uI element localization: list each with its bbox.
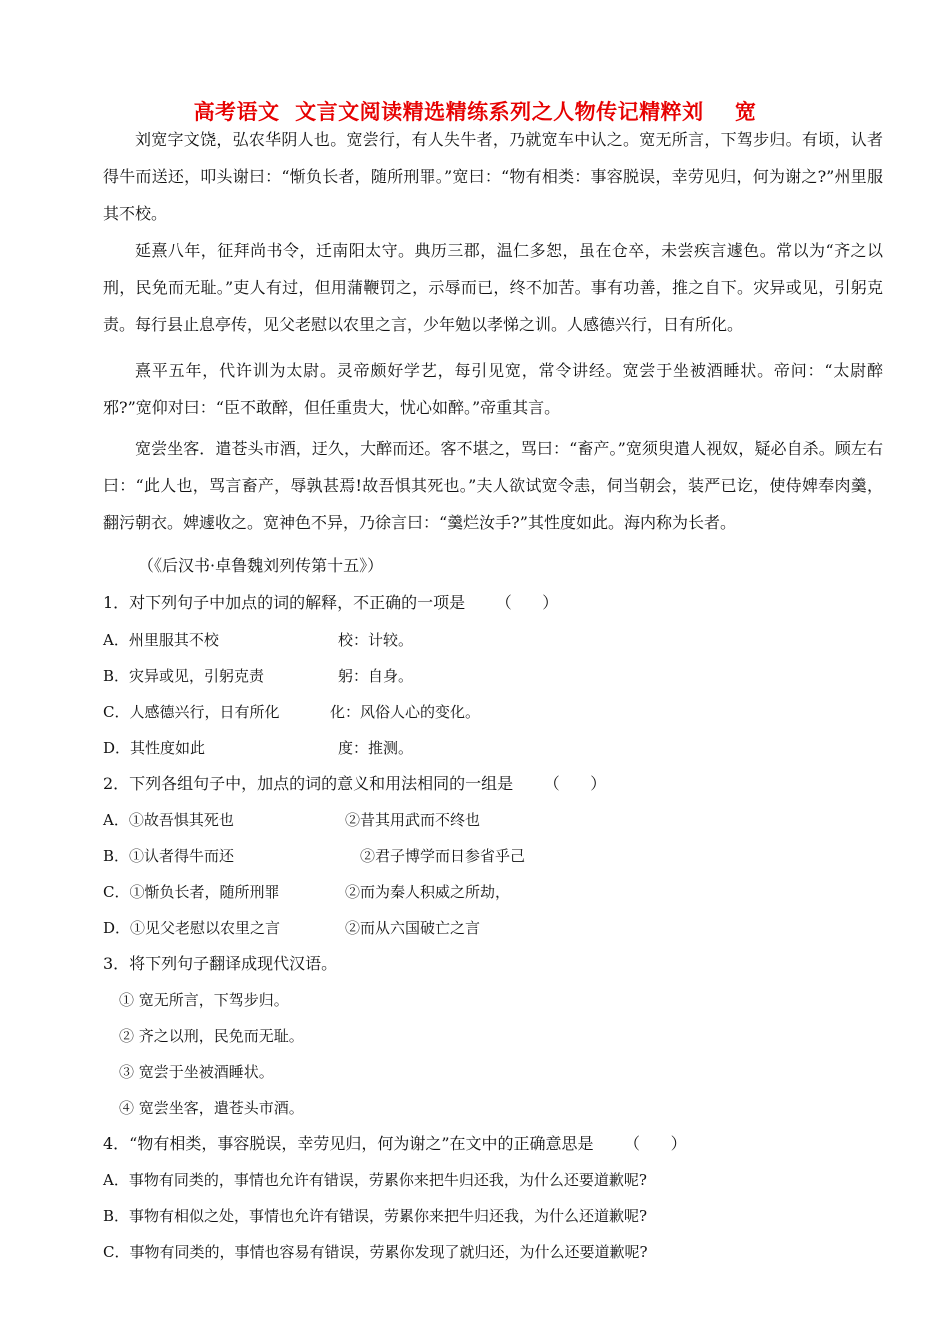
question-3-item-3: ③ 宽尝于坐被酒睡状。 [119,1063,274,1081]
question-2-option-a: A．①故吾惧其死也 [103,811,234,829]
question-2-option-d-note: ②而从六国破亡之言 [345,919,481,937]
question-2-option-a-note: ②昔其用武而不终也 [345,811,481,829]
question-2-option-c: C．①惭负长者，随所刑罪 [103,883,280,901]
question-3-stem: 3．将下列句子翻译成现代汉语。 [103,954,338,973]
question-3-item-1: ① 宽无所言，下驾步归。 [119,991,289,1009]
question-2-option-d: D．①见父老慰以农里之言 [103,919,281,937]
question-1-option-a: A．州里服其不校 [103,631,219,649]
question-1-option-d-note: 度：推测。 [338,739,414,757]
question-1-option-c-note: 化：风俗人心的变化。 [330,703,481,721]
question-1-option-d: D．其性度如此 [103,739,206,757]
question-3-item-4: ④ 宽尝坐客，遣苍头市酒。 [119,1099,304,1117]
question-3-item-2: ② 齐之以刑，民免而无耻。 [119,1027,304,1045]
question-1-option-b: B．灾异或见，引躬克责 [103,667,265,685]
question-1-option-b-note: 躬：自身。 [338,667,414,685]
question-2-option-c-note: ②而为秦人积威之所劫， [345,883,511,901]
question-1-option-c: C．人感德兴行，日有所化 [103,703,280,721]
question-2-option-b-note: ②君子博学而日参省乎己 [360,847,526,865]
question-1-stem: 1．对下列句子中加点的词的解释，不正确的一项是 （ ） [103,593,559,612]
question-2-stem: 2．下列各组句子中，加点的词的意义和用法相同的一组是 （ ） [103,774,607,793]
question-1-option-a-note: 校：计较。 [338,631,414,649]
question-4-stem: 4．“物有相类，事容脱误，幸劳见归，何为谢之”在文中的正确意思是 （ ） [103,1134,687,1153]
question-2-option-b: B．①认者得牛而还 [103,847,235,865]
passage-paragraph-2: 延熹八年，征拜尚书令，迁南阳太守。典历三郡，温仁多恕，虽在仓卒，未尝疾言遽色。常以为“齐之以刑，民免而无耻。”吏人有过，但用蒲鞭罚之，示辱而已，终不加苦。事有功善，推之自下。灾异或见，引躬克责。每行县止息亭传，见父老慰以农里之言，少年勉以孝悌之训。人感德兴行，日有所化。 [103,241,883,334]
passage-paragraph-1: 刘宽字文饶，弘农华阴人也。宽尝行，有人失牛者，乃就宽车中认之。宽无所言，下驾步归。有顷，认者得牛而送还，叩头谢曰：“惭负长者，随所刑罪。”宽曰：“物有相类：事容脱误，幸劳见归，何为谢之?”州里服其不校。 [103,130,883,223]
passage-paragraph-4: 宽尝坐客．遣苍头市酒，迂久，大醉而还。客不堪之，骂曰：“畜产。”宽须臾遣人视奴，疑必自杀。顾左右曰：“此人也，骂言畜产，辱孰甚焉!故吾惧其死也。”夫人欲试宽令恚，伺当朝会，装严已讫，使侍婢奉肉羹，翻污朝衣。婢遽收之。宽神色不异，乃徐言曰：“羹烂汝手?”其性度如此。海内称为长者。 [103,439,883,532]
question-4-option-b: B．事物有相似之处，事情也允许有错误，劳累你来把牛归还我，为什么还道歉呢? [103,1207,648,1225]
passage-paragraph-3: 熹平五年，代许训为太尉。灵帝颇好学艺，每引见宽，常令讲经。宽尝于坐被酒睡状。帝问：“太尉醉邪?”宽仰对曰：“臣不敢醉，但任重贵大，忧心如醉。”帝重其言。 [103,361,883,417]
source-citation: （《后汉书·卓鲁魏刘列传第十五》） [138,556,384,575]
page-title: 高考语文 文言文阅读精选精练系列之人物传记精粹刘 宽 [193,99,757,124]
question-4-option-c: C．事物有同类的，事情也容易有错误，劳累你发现了就归还，为什么还要道歉呢? [103,1243,648,1261]
question-4-option-a: A．事物有同类的，事情也允许有错误，劳累你来把牛归还我，为什么还要道歉呢? [103,1171,647,1189]
